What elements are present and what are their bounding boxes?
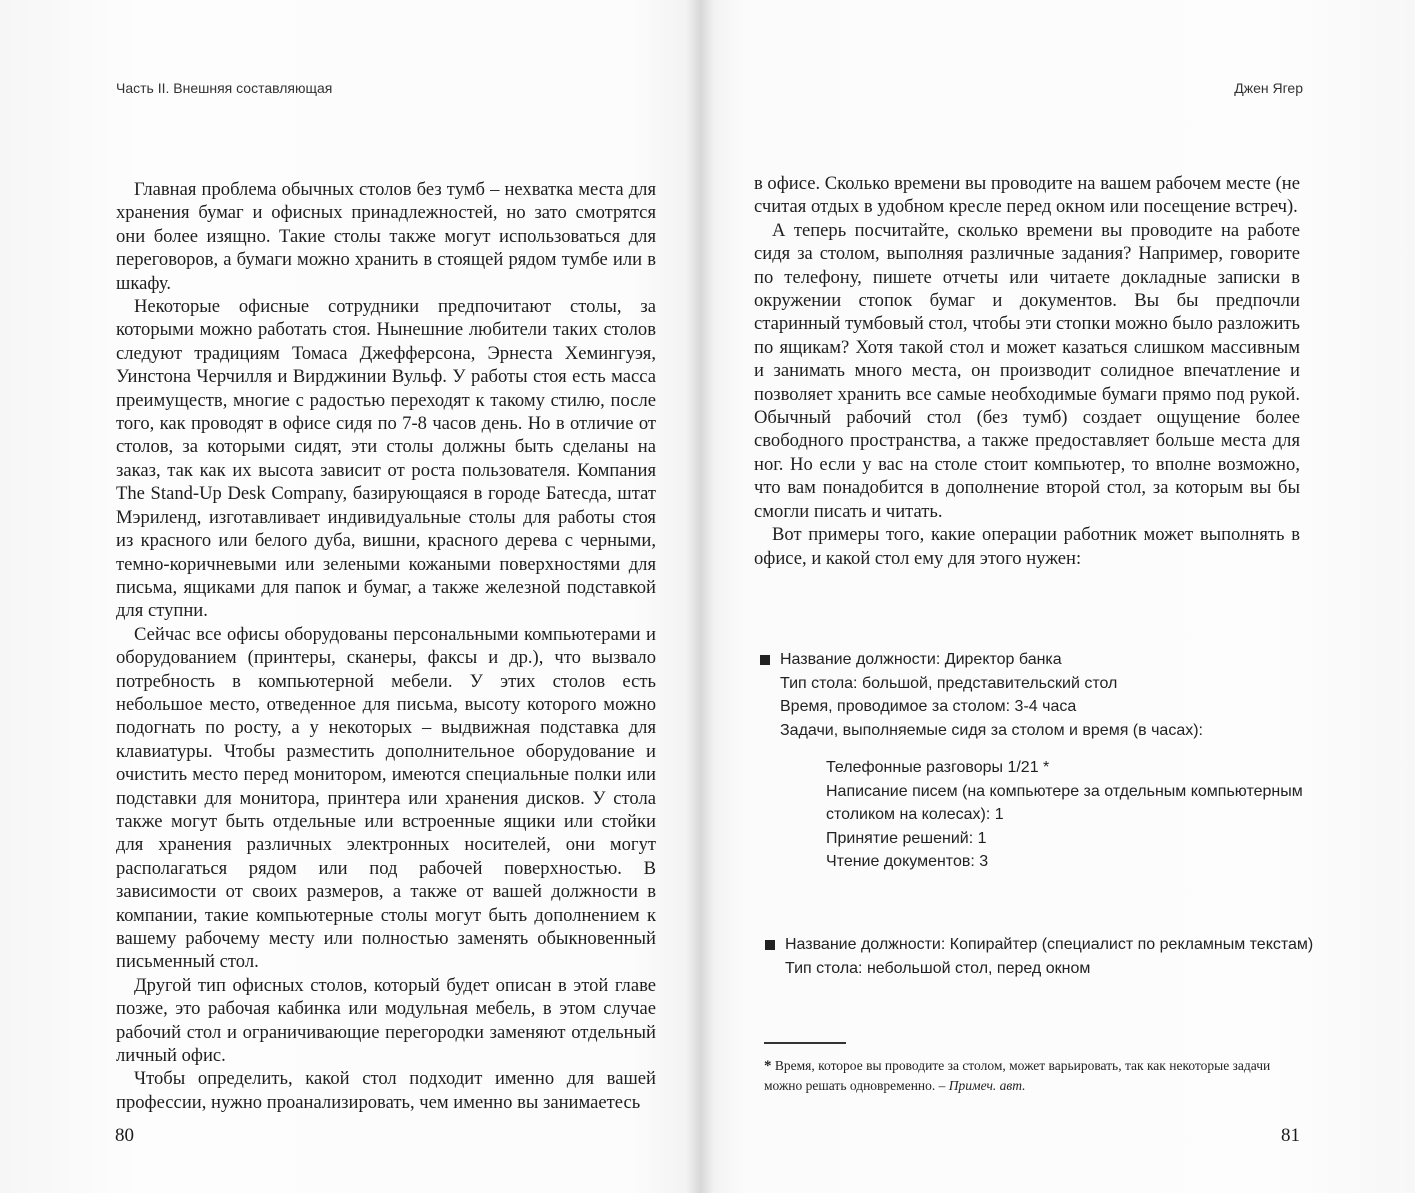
task-item: столиком на колесах): 1 bbox=[826, 806, 1004, 823]
footnote-author-note: – Примеч. авт. bbox=[938, 1078, 1026, 1093]
task-item: Написание писем (на компьютере за отдельным компьютерным bbox=[826, 782, 1303, 800]
footnote-text: Время, которое вы проводите за столом, может варьировать, так как некоторые задачи можно решать одновременно. bbox=[764, 1058, 1271, 1093]
right-running-head: Джен Ягер bbox=[1234, 80, 1303, 96]
right-paragraph-2: А теперь посчитайте, сколько времени вы проводите на работе сидя за столом, выполняя различные задания? Например, говорите по телефону, пишете отчеты или читаете докладные записки в окружении стопок бумаг и документов. Вы бы предпочли старинный тумбовый стол, чтобы эти стопки можно было разложить по ящикам? Хотя такой стол и может казаться слишком массивным и занимать много места, он производит солидное впечатление и позволяет хранить все самые необходимые бумаги прямо под рукой. Обычный рабочий стол (без тумб) создает ощущение более свободного пространства, а также предоставляет больше места для ног. Но если у вас на столе стоит компьютер, то вполне возможно, что вам понадобится в дополнение второй стол, за которым вы бы смогли писать и читать. bbox=[754, 219, 1300, 522]
job-tasks-heading: Задачи, выполняемые сидя за столом и время (в часах): bbox=[780, 721, 1203, 739]
job-copywriter bbox=[765, 933, 1325, 980]
task-item: Телефонные разговоры 1/21 * bbox=[826, 759, 1050, 776]
right-paragraph-3: Вот примеры того, какие операции работник может выполнять в офисе, и какой стол ему для этого нужен: bbox=[754, 524, 1300, 569]
job-title: Название должности: Копирайтер (специалист по рекламным текстам) bbox=[785, 936, 1314, 953]
square-bullet-icon bbox=[765, 940, 775, 950]
task-item: Принятие решений: 1 bbox=[826, 829, 987, 847]
book-gutter bbox=[686, 0, 714, 1193]
footnote bbox=[764, 1056, 1309, 1096]
square-bullet-icon bbox=[760, 655, 770, 665]
left-body-text bbox=[116, 178, 656, 1114]
footnote-divider bbox=[764, 1042, 846, 1044]
left-paragraph-4: Другой тип офисных столов, который будет описан в этой главе позже, это рабочая кабинка или модульная мебель, в этом случае рабочий стол и ограничивающие перегородки заменяют отдельный личный офис. bbox=[116, 974, 656, 1067]
left-running-head: Часть II. Внешняя составляющая bbox=[116, 80, 333, 96]
left-paragraph-5: Чтобы определить, какой стол подходит именно для вашей профессии, нужно проанализировать, чем именно вы занимаетесь bbox=[116, 1068, 656, 1113]
job-desk-time: Время, проводимое за столом: 3-4 часа bbox=[780, 698, 1077, 715]
footnote-marker: * bbox=[764, 1058, 772, 1074]
job-item bbox=[765, 933, 1325, 980]
job-item bbox=[760, 648, 1320, 874]
right-body-text bbox=[754, 172, 1300, 570]
right-paragraph-1: в офисе. Сколько времени вы проводите на вашем рабочем месте (не считая отдых в удобном кресле перед окном или посещение встреч). bbox=[754, 173, 1300, 218]
task-list bbox=[780, 756, 1320, 874]
left-paragraph-2: Некоторые офисные сотрудники предпочитают столы, за которыми можно работать стоя. Нынешние любители таких столов следуют традициям Томаса Джефферсона, Эрнеста Хемингуэя, Уинстона Черчилля и Вирджинии Вульф. У работы стоя есть масса преимуществ, многие с радостью переходят к такому стилю, после того, как проводят в офисе сидя по 7-8 часов день. Но в отличие от столов, за которыми сидят, эти столы должны быть сделаны на заказ, так как их высота зависит от роста пользователя. Компания The Stand-Up Desk Company, базирующаяся в городе Батесда, штат Мэриленд, изготавливает индивидуальные столы для работы стоя из красного или белого дуба, вишни, красного дерева с черными, темно-коричневыми или зелеными кожаными поверхностями для письма, ящиками для папок и бумаг, а также железной подставкой для ступни. bbox=[116, 296, 656, 622]
task-item: Чтение документов: 3 bbox=[826, 853, 989, 870]
job-desk-type: Тип стола: большой, представительский стол bbox=[780, 674, 1118, 692]
right-page-number: 81 bbox=[1281, 1125, 1300, 1146]
job-bank-director bbox=[760, 648, 1320, 874]
job-desk-type: Тип стола: небольшой стол, перед окном bbox=[785, 959, 1091, 977]
left-paragraph-3: Сейчас все офисы оборудованы персональными компьютерами и оборудованием (принтеры, сканеры, факсы и др.), что вызвало потребность в компьютерной мебели. У этих столов есть небольшое место, отведенное для письма, высоту которого можно подогнать по росту, а у некоторых – выдвижная подставка для клавиатуры. Чтобы разместить дополнительное оборудование и очистить место перед монитором, имеются специальные полки или подставки для монитора, принтера или хранения дисков. У стола также могут быть отдельные или встроенные ящики или стойки для хранения различных электронных носителей, они могут располагаться рядом или под рабочей поверхностью. В зависимости от своих размеров, а также от вашей должности в компании, такие компьютерные столы могут быть дополнением к вашему рабочему месту или полностью заменять обыкновенный письменный стол. bbox=[116, 623, 656, 973]
left-page-number: 80 bbox=[115, 1125, 134, 1146]
left-page bbox=[0, 0, 700, 1193]
job-title: Название должности: Директор банка bbox=[780, 651, 1062, 668]
left-paragraph-1: Главная проблема обычных столов без тумб – нехватка места для хранения бумаг и офисных принадлежностей, но зато смотрятся они более изящно. Такие столы также могут использоваться для переговоров, а бумаги можно хранить в стоящей рядом тумбе или в шкафу. bbox=[116, 179, 656, 294]
